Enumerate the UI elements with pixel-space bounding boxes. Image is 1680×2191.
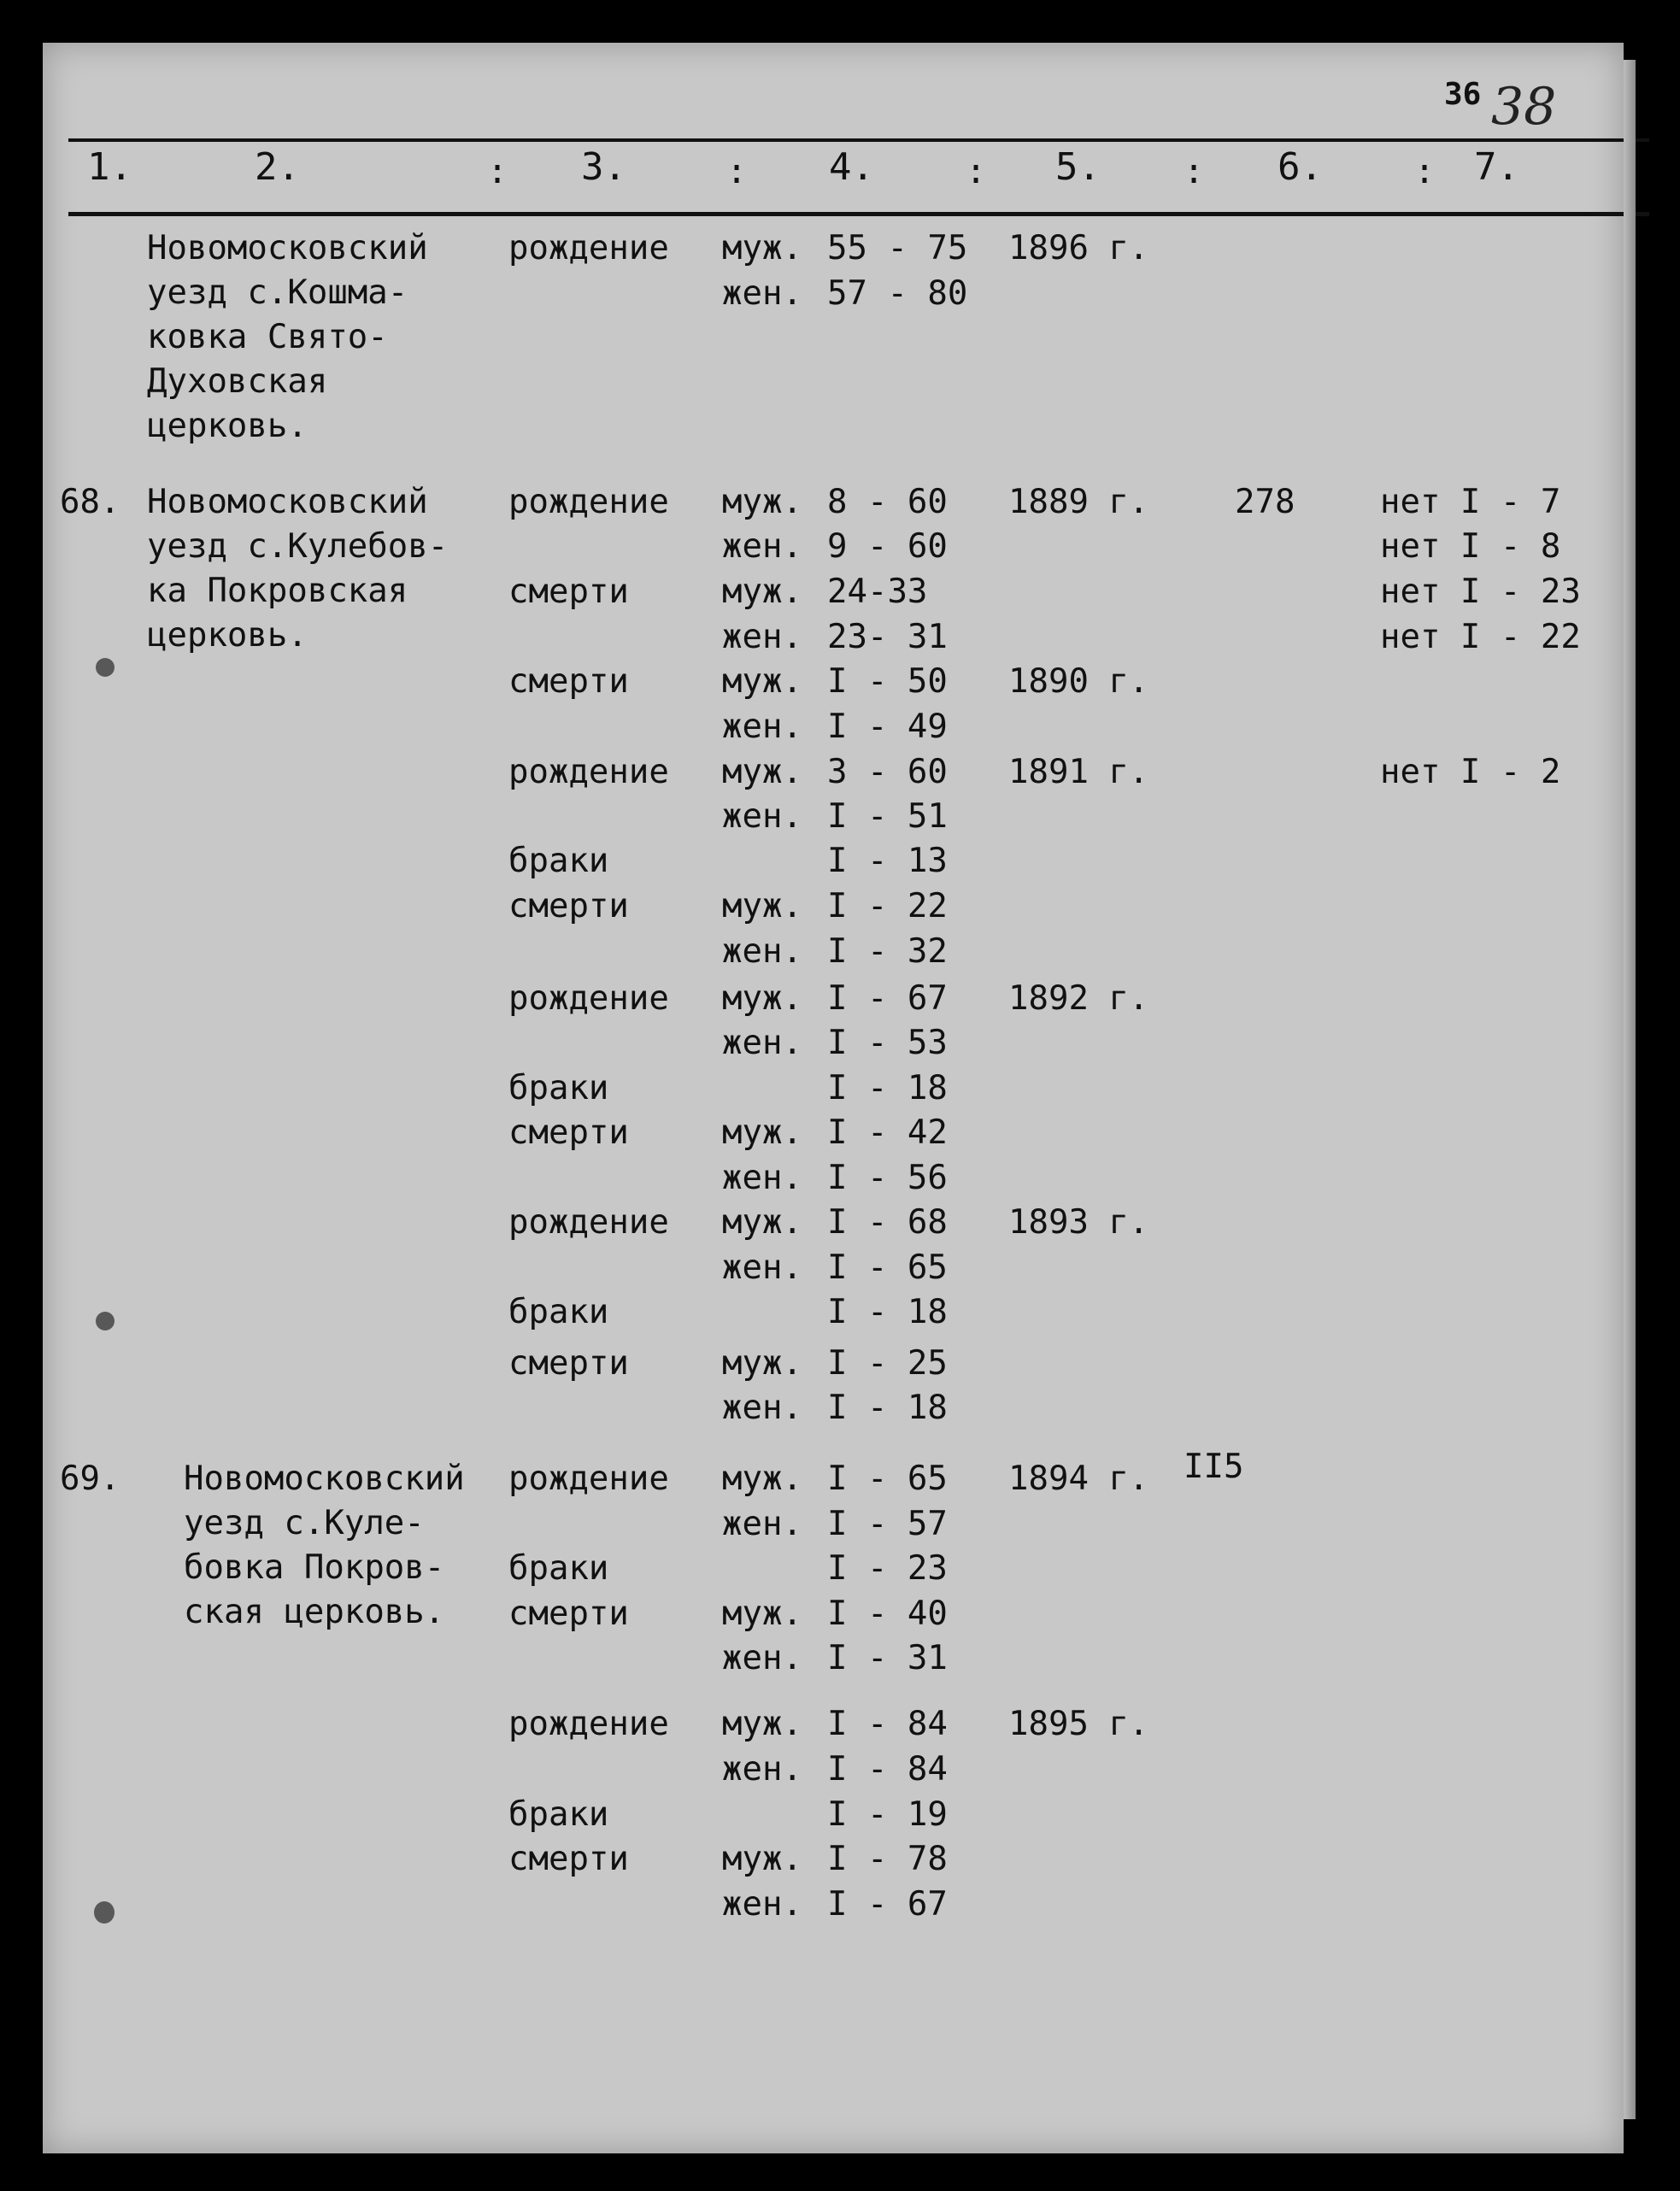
place-line: Новомосковский [147, 483, 428, 521]
missing-note: нет I - 7 [1380, 483, 1561, 521]
record-type: браки [508, 1069, 609, 1107]
sex-label: муж. [722, 229, 802, 267]
sex-label: муж. [722, 1840, 802, 1878]
header-bottom-rule [68, 212, 1649, 216]
record-range: 9 - 60 [827, 527, 948, 566]
record-type: рождение [508, 1203, 669, 1242]
record-range: I - 49 [827, 708, 948, 746]
punch-hole-mark [94, 1901, 115, 1924]
sex-label: муж. [722, 887, 802, 925]
record-range: I - 25 [827, 1344, 948, 1383]
place-line: уезд с.Кошма- [147, 273, 408, 312]
sex-label: муж. [722, 662, 802, 701]
header-col-4: 4. [829, 145, 874, 189]
record-type: рождение [508, 979, 669, 1018]
record-type: браки [508, 1549, 609, 1588]
record-range: 3 - 60 [827, 753, 948, 791]
record-type: рождение [508, 1705, 669, 1743]
record-range: I - 57 [827, 1505, 948, 1543]
column-6-value: II5 [1184, 1448, 1244, 1486]
record-range: I - 78 [827, 1840, 948, 1878]
sex-label: муж. [722, 1460, 802, 1498]
sex-label: жен. [722, 527, 802, 566]
record-range: I - 84 [827, 1705, 948, 1743]
sex-label: муж. [722, 1203, 802, 1242]
place-line: Новомосковский [184, 1460, 465, 1498]
record-range: 57 - 80 [827, 274, 968, 313]
place-line: ковка Свято- [147, 318, 388, 356]
record-range: I - 18 [827, 1069, 948, 1107]
punch-hole-mark [96, 1312, 115, 1330]
place-line: ская церковь. [184, 1593, 445, 1631]
sex-label: муж. [722, 979, 802, 1018]
column-6-value: 278 [1235, 483, 1295, 521]
record-range: I - 67 [827, 1885, 948, 1924]
sex-label: жен. [722, 1505, 802, 1543]
sex-label: жен. [722, 274, 802, 313]
place-line: уезд с.Кулебов- [147, 527, 449, 566]
header-separator: : [487, 152, 508, 191]
sex-label: жен. [722, 1159, 802, 1197]
header-col-6: 6. [1278, 145, 1323, 189]
record-range: 24-33 [827, 573, 928, 611]
header-col-5: 5. [1055, 145, 1101, 189]
header-separator: : [1414, 152, 1436, 191]
punch-hole-mark [96, 658, 115, 677]
record-type: смерти [508, 1113, 629, 1152]
record-range: I - 51 [827, 797, 948, 836]
header-separator: : [966, 152, 987, 191]
sex-label: жен. [722, 1024, 802, 1062]
header-top-rule [68, 138, 1649, 142]
record-range: I - 56 [827, 1159, 948, 1197]
header-col-3: 3. [581, 145, 626, 189]
sex-label: жен. [722, 932, 802, 971]
place-line: церковь. [147, 616, 308, 655]
sex-label: жен. [722, 1248, 802, 1287]
record-range: I - 32 [827, 932, 948, 971]
header-col-1: 1. [87, 145, 132, 189]
record-type: смерти [508, 1344, 629, 1383]
record-range: I - 40 [827, 1595, 948, 1633]
entry-number: 69. [60, 1460, 120, 1498]
record-range: I - 22 [827, 887, 948, 925]
record-year: 1895 г. [1008, 1705, 1149, 1743]
sex-label: муж. [722, 1344, 802, 1383]
sex-label: муж. [722, 483, 802, 521]
record-year: 1896 г. [1008, 229, 1149, 267]
missing-note: нет I - 8 [1380, 527, 1561, 566]
record-type: браки [508, 1293, 609, 1331]
sex-label: жен. [722, 797, 802, 836]
sex-label: муж. [722, 1705, 802, 1743]
place-line: ка Покровская [147, 572, 408, 610]
sex-label: жен. [722, 708, 802, 746]
sex-label: жен. [722, 1639, 802, 1677]
header-col-7: 7. [1474, 145, 1519, 189]
record-type: смерти [508, 662, 629, 701]
record-type: смерти [508, 887, 629, 925]
record-type: браки [508, 1795, 609, 1834]
missing-note: нет I - 22 [1380, 618, 1581, 656]
record-year: 1892 г. [1008, 979, 1149, 1018]
record-range: I - 18 [827, 1293, 948, 1331]
document-page [43, 43, 1624, 2153]
missing-note: нет I - 2 [1380, 753, 1561, 791]
sex-label: муж. [722, 753, 802, 791]
handwritten-page-number: 38 [1491, 77, 1557, 137]
record-type: рождение [508, 229, 669, 267]
record-range: I - 18 [827, 1389, 948, 1427]
record-range: I - 53 [827, 1024, 948, 1062]
record-year: 1893 г. [1008, 1203, 1149, 1242]
record-type: смерти [508, 573, 629, 611]
place-line: Духовская [147, 362, 328, 401]
sex-label: муж. [722, 1113, 802, 1152]
record-range: 55 - 75 [827, 229, 968, 267]
record-range: I - 67 [827, 979, 948, 1018]
sex-label: муж. [722, 573, 802, 611]
record-year: 1889 г. [1008, 483, 1149, 521]
record-range: 8 - 60 [827, 483, 948, 521]
place-line: уезд с.Куле- [184, 1504, 425, 1542]
record-year: 1890 г. [1008, 662, 1149, 701]
record-range: I - 42 [827, 1113, 948, 1152]
sex-label: жен. [722, 1389, 802, 1427]
sex-label: жен. [722, 1885, 802, 1924]
place-line: церковь. [147, 407, 308, 445]
place-line: Новомосковский [147, 229, 428, 267]
record-range: I - 23 [827, 1549, 948, 1588]
record-range: I - 19 [827, 1795, 948, 1834]
record-type: смерти [508, 1840, 629, 1878]
record-range: I - 84 [827, 1750, 948, 1789]
sex-label: муж. [722, 1595, 802, 1633]
missing-note: нет I - 23 [1380, 573, 1581, 611]
record-range: I - 13 [827, 842, 948, 880]
record-type: рождение [508, 1460, 669, 1498]
record-type: смерти [508, 1595, 629, 1633]
sex-label: жен. [722, 618, 802, 656]
record-year: 1894 г. [1008, 1460, 1149, 1498]
record-type: рождение [508, 483, 669, 521]
header-separator: : [1184, 152, 1205, 191]
record-range: 23- 31 [827, 618, 948, 656]
record-range: I - 50 [827, 662, 948, 701]
typed-page-number: 36 [1444, 77, 1482, 112]
record-range: I - 65 [827, 1460, 948, 1498]
record-type: браки [508, 842, 609, 880]
record-range: I - 68 [827, 1203, 948, 1242]
place-line: бовка Покров- [184, 1548, 445, 1587]
record-range: I - 31 [827, 1639, 948, 1677]
entry-number: 68. [60, 483, 120, 521]
sex-label: жен. [722, 1750, 802, 1789]
header-col-2: 2. [255, 145, 300, 189]
record-type: рождение [508, 753, 669, 791]
record-year: 1891 г. [1008, 753, 1149, 791]
record-range: I - 65 [827, 1248, 948, 1287]
header-separator: : [726, 152, 748, 191]
